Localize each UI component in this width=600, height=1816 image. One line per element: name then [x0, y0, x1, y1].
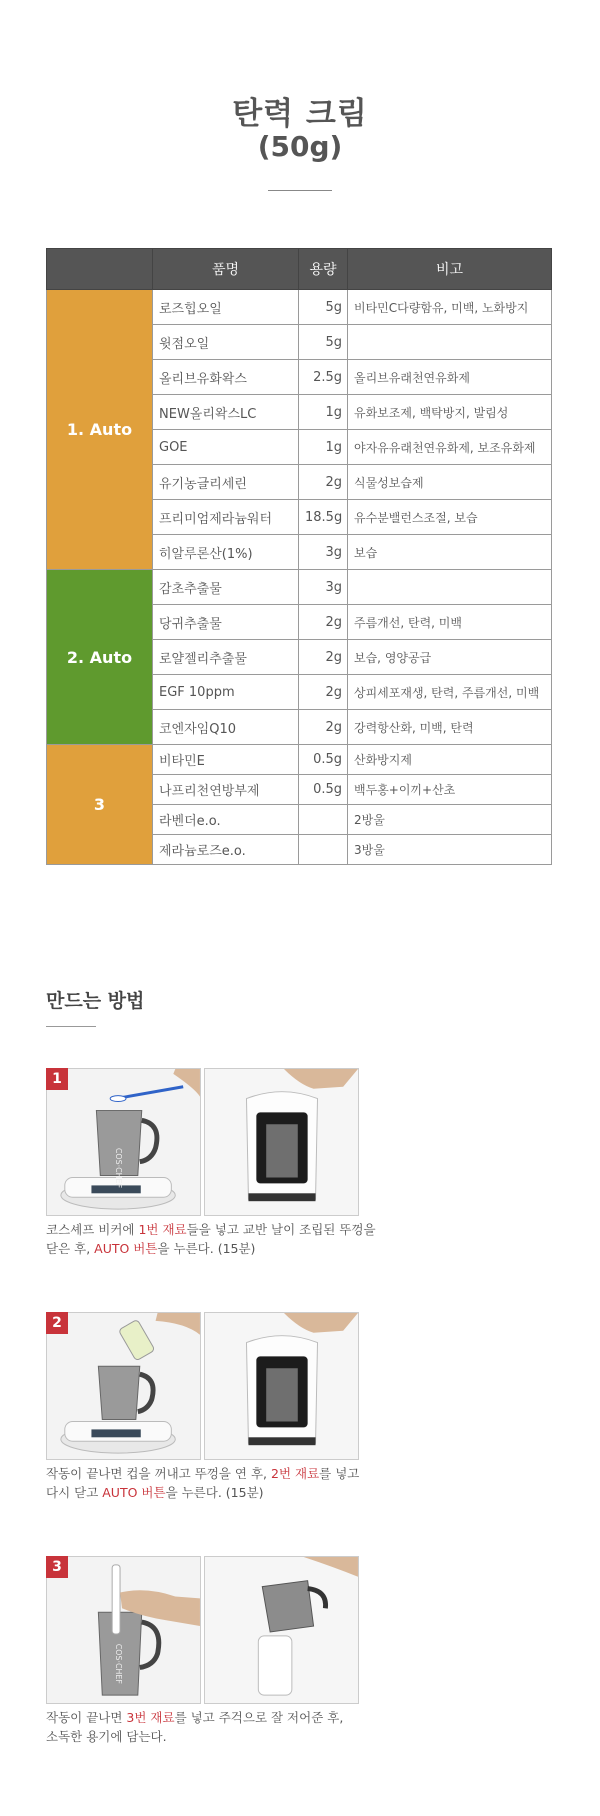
table-header-row: [47, 249, 552, 290]
ingredient-amount-cell: 0.5g: [299, 745, 348, 775]
group-label-cell: 2. Auto: [47, 570, 153, 745]
ingredient-amount-cell: 5g: [299, 325, 348, 360]
page-subtitle: (50g): [257, 130, 343, 163]
caption-text: 닫은 후,: [46, 1241, 95, 1256]
ingredient-amount-cell: [299, 835, 348, 865]
svg-text:COS·CHEF: COS·CHEF: [114, 1643, 124, 1684]
ingredient-name-cell: 윗점오일: [153, 325, 299, 360]
method-section-title: 만드는 방법: [46, 990, 145, 1012]
group-label-cell: 3: [47, 745, 153, 865]
page-title: 탄력 크림: [232, 96, 368, 132]
ingredient-amount-cell: 1g: [299, 395, 348, 430]
ingredient-note-cell: 백두홍+이끼+산초: [348, 775, 552, 805]
step-3-caption: [46, 1708, 386, 1746]
ingredient-amount-cell: 2g: [299, 640, 348, 675]
ingredient-note-cell: 강력항산화, 미백, 탄력: [348, 710, 552, 745]
ingredient-name-cell: 라벤더e.o.: [153, 805, 299, 835]
ingredient-amount-cell: 2.5g: [299, 360, 348, 395]
method-section-divider: [46, 1026, 96, 1027]
ingredient-name-cell: 코엔자임Q10: [153, 710, 299, 745]
ingredient-name-cell: 나프리천연방부제: [153, 775, 299, 805]
ingredient-note-cell: 야자유유래천연유화제, 보조유화제: [348, 430, 552, 465]
step-number-badge: 2: [46, 1312, 68, 1334]
cosmetic-machine-image: [205, 1069, 358, 1215]
caption-text: 작동이 끝나면 컵을 꺼내고 뚜껑을 연 후,: [46, 1466, 271, 1481]
svg-text:COS·CHEF: COS·CHEF: [114, 1147, 124, 1189]
title-divider: [268, 190, 332, 191]
ingredient-note-cell: 상피세포재생, 탄력, 주름개선, 미백: [348, 675, 552, 710]
table-row: [47, 570, 552, 605]
caption-highlight: 1번 재료: [138, 1222, 187, 1237]
ingredient-name-cell: 로얄젤리추출물: [153, 640, 299, 675]
ingredient-amount-cell: 1g: [299, 430, 348, 465]
header-cell-name: 품명: [153, 249, 299, 290]
ingredient-name-cell: 프리미엄제라늄워터: [153, 500, 299, 535]
caption-text: 을 누른다. (15분): [157, 1241, 256, 1256]
ingredient-note-cell: 유화보조제, 백탁방지, 발림성: [348, 395, 552, 430]
step-1-photo-scale: [46, 1068, 201, 1216]
ingredient-amount-cell: 2g: [299, 465, 348, 500]
step-number-badge: 1: [46, 1068, 68, 1090]
ingredient-amount-cell: 2g: [299, 675, 348, 710]
caption-text: 를 넣고: [319, 1466, 360, 1481]
caption-text: 들을 넣고 교반 날이 조립된 뚜껑을: [186, 1222, 376, 1237]
step-2-caption: [46, 1464, 386, 1502]
ingredient-amount-cell: 3g: [299, 535, 348, 570]
beaker-on-scale-image: [47, 1069, 200, 1215]
caption-text: 소독한 용기에 담는다.: [46, 1729, 167, 1744]
table-row: [47, 745, 552, 775]
caption-highlight: AUTO 버튼: [94, 1241, 158, 1256]
group-label-cell: 1. Auto: [47, 290, 153, 570]
header-cell-amount: 용량: [299, 249, 348, 290]
ingredient-note-cell: [348, 570, 552, 605]
ingredient-table: [46, 248, 552, 865]
ingredient-name-cell: 비타민E: [153, 745, 299, 775]
ingredient-amount-cell: 2g: [299, 710, 348, 745]
ingredient-note-cell: [348, 325, 552, 360]
stirring-beaker-image: [47, 1557, 200, 1703]
ingredient-name-cell: NEW올리왁스LC: [153, 395, 299, 430]
header-cell-note: 비고: [348, 249, 552, 290]
ingredient-name-cell: 히알루론산(1%): [153, 535, 299, 570]
caption-text: 코스셰프 비커에: [46, 1222, 139, 1237]
ingredient-amount-cell: 3g: [299, 570, 348, 605]
ingredient-name-cell: GOE: [153, 430, 299, 465]
ingredient-name-cell: 유기농글리세린: [153, 465, 299, 500]
step-1-caption: [46, 1220, 386, 1258]
ingredient-name-cell: EGF 10ppm: [153, 675, 299, 710]
ingredient-name-cell: 감초추출물: [153, 570, 299, 605]
step-3-photo-stirring: [46, 1556, 201, 1704]
caption-text: 작동이 끝나면: [46, 1710, 127, 1725]
table-body: [47, 290, 552, 865]
ingredient-note-cell: 보습, 영양공급: [348, 640, 552, 675]
table-row: [47, 290, 552, 325]
cosmetic-machine-image: [205, 1313, 358, 1459]
ingredient-name-cell: 올리브유화왁스: [153, 360, 299, 395]
caption-highlight: 2번 재료: [271, 1466, 320, 1481]
ingredient-note-cell: 3방울: [348, 835, 552, 865]
ingredient-note-cell: 올리브유래천연유화제: [348, 360, 552, 395]
ingredient-note-cell: 주름개선, 탄력, 미백: [348, 605, 552, 640]
ingredient-note-cell: 산화방지제: [348, 745, 552, 775]
caption-text: 을 누른다. (15분): [165, 1485, 264, 1500]
step-1-photo-machine: [204, 1068, 359, 1216]
ingredient-name-cell: 제라늄로즈e.o.: [153, 835, 299, 865]
ingredient-note-cell: 2방울: [348, 805, 552, 835]
caption-highlight: AUTO 버튼: [102, 1485, 166, 1500]
header-cell-group: [47, 249, 153, 290]
pouring-into-container-image: [205, 1557, 358, 1703]
ingredient-note-cell: 비타민C다량함유, 미백, 노화방지: [348, 290, 552, 325]
ingredient-amount-cell: 18.5g: [299, 500, 348, 535]
ingredient-name-cell: 로즈힙오일: [153, 290, 299, 325]
ingredient-name-cell: 당귀추출물: [153, 605, 299, 640]
pouring-into-beaker-image: [47, 1313, 200, 1459]
ingredient-amount-cell: 5g: [299, 290, 348, 325]
ingredient-amount-cell: 2g: [299, 605, 348, 640]
caption-text: 를 넣고 주걱으로 잘 저어준 후,: [174, 1710, 344, 1725]
caption-highlight: 3번 재료: [126, 1710, 175, 1725]
ingredient-amount-cell: 0.5g: [299, 775, 348, 805]
caption-text: 다시 닫고: [46, 1485, 103, 1500]
step-number-badge: 3: [46, 1556, 68, 1578]
ingredient-note-cell: 유수분밸런스조절, 보습: [348, 500, 552, 535]
step-2-photo-machine: [204, 1312, 359, 1460]
ingredient-note-cell: 식물성보습제: [348, 465, 552, 500]
step-2-photo-scale: [46, 1312, 201, 1460]
ingredient-note-cell: 보습: [348, 535, 552, 570]
step-3-photo-pouring: [204, 1556, 359, 1704]
ingredient-amount-cell: [299, 805, 348, 835]
